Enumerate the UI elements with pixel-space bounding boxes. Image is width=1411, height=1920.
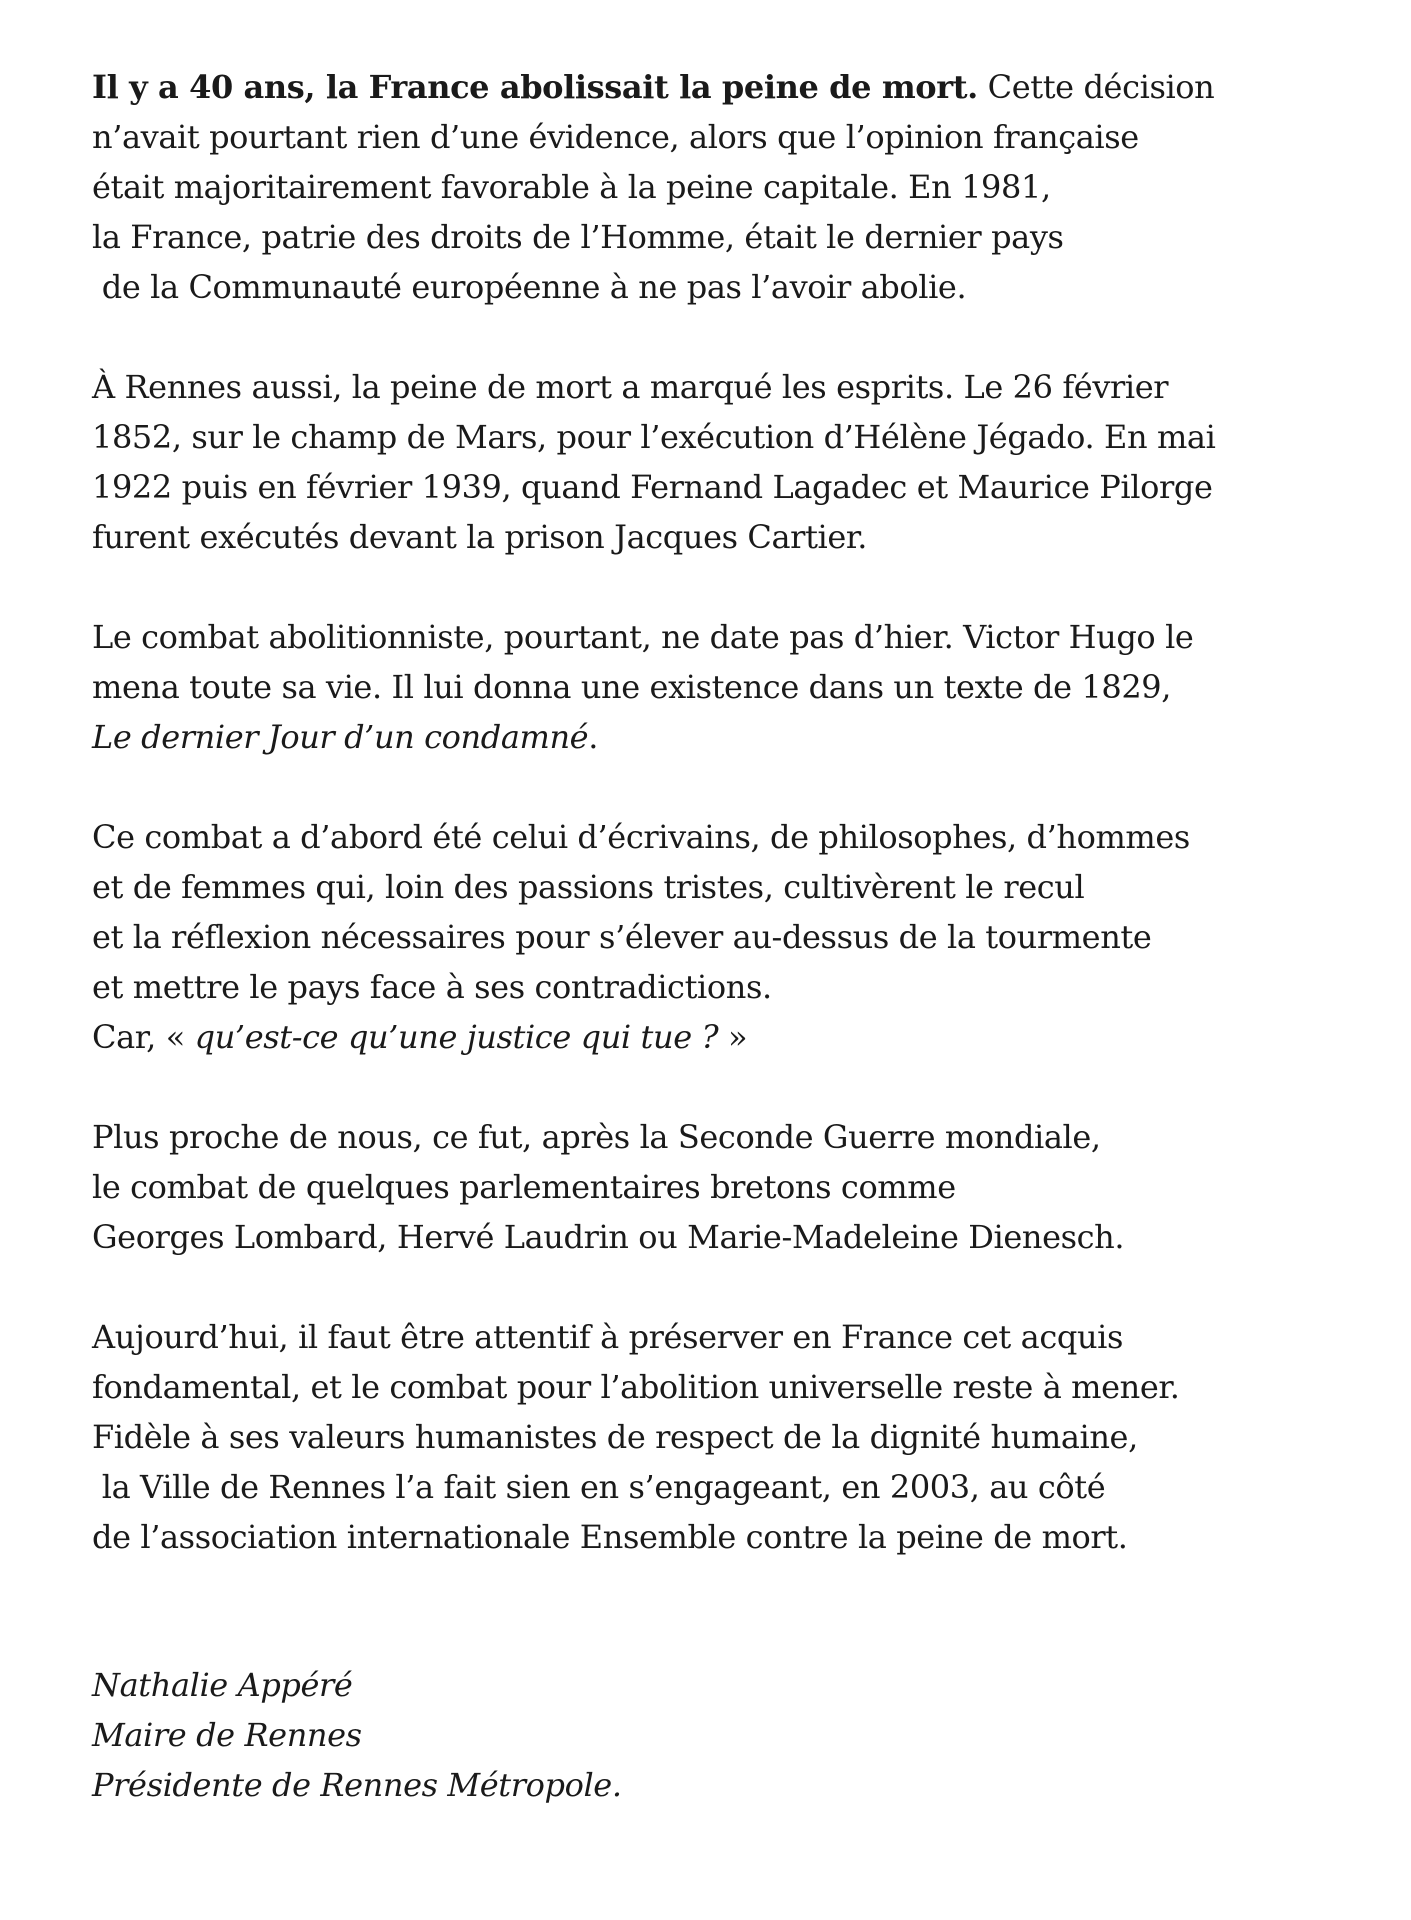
text-fragment: » — [718, 1018, 748, 1056]
text-line: mena toute sa vie. Il lui donna une existence dans un texte de 1829, — [92, 668, 1172, 706]
book-title: Le dernier Jour d’un condamné — [92, 718, 589, 756]
signatory-title: Maire de Rennes — [92, 1716, 362, 1754]
text-line: la France, patrie des droits de l’Homme, était le dernier pays — [92, 218, 1064, 256]
paragraph-parliamentarians — [92, 1112, 1352, 1262]
text-line: À Rennes aussi, la peine de mort a marqué les esprits. Le 26 février — [92, 368, 1169, 406]
quote-text: qu’est-ce qu’une justice qui tue ? — [194, 1018, 719, 1056]
signatory-name: Nathalie Appéré — [92, 1666, 353, 1704]
document-page — [92, 62, 1352, 1810]
text-line: Le combat abolitionniste, pourtant, ne date pas d’hier. Victor Hugo le — [92, 618, 1194, 656]
text-line — [92, 712, 1352, 762]
text-line: de l’association internationale Ensemble contre la peine de mort. — [92, 1518, 1128, 1556]
signature-block — [92, 1660, 1352, 1810]
paragraph-rennes — [92, 362, 1352, 562]
text-line: 1852, sur le champ de Mars, pour l’exécution d’Hélène Jégado. En mai — [92, 418, 1216, 456]
paragraph-today — [92, 1312, 1352, 1562]
text-line: et la réflexion nécessaires pour s’élever au-dessus de la tourmente — [92, 918, 1152, 956]
text-line: Aujourd’hui, il faut être attentif à préserver en France cet acquis — [92, 1318, 1124, 1356]
text-line: n’avait pourtant rien d’une évidence, alors que l’opinion française — [92, 118, 1139, 156]
text-line: Ce combat a d’abord été celui d’écrivains, de philosophes, d’hommes — [92, 818, 1190, 856]
paragraph-writers — [92, 812, 1352, 1062]
text-fragment: . — [588, 718, 598, 756]
text-line — [92, 62, 1352, 112]
text-fragment: Car, « — [92, 1018, 195, 1056]
text-line: fondamental, et le combat pour l’abolition universelle reste à mener. — [92, 1368, 1180, 1406]
text-line: Plus proche de nous, ce fut, après la Seconde Guerre mondiale, — [92, 1118, 1101, 1156]
bold-lead-sentence: Il y a 40 ans, la France abolissait la peine de mort. — [92, 68, 978, 106]
text-line — [92, 1012, 1352, 1062]
paragraph-hugo — [92, 612, 1352, 762]
paragraph-intro — [92, 62, 1352, 312]
text-line: et de femmes qui, loin des passions tristes, cultivèrent le recul — [92, 868, 1085, 906]
text-line: furent exécutés devant la prison Jacques Cartier. — [92, 518, 868, 556]
text-line: de la Communauté européenne à ne pas l’avoir abolie. — [92, 268, 967, 306]
text-line: Fidèle à ses valeurs humanistes de respect de la dignité humaine, — [92, 1418, 1138, 1456]
text-line: Georges Lombard, Hervé Laudrin ou Marie-Madeleine Dienesch. — [92, 1218, 1125, 1256]
text-line: était majoritairement favorable à la peine capitale. En 1981, — [92, 168, 1051, 206]
text-line: et mettre le pays face à ses contradictions. — [92, 968, 772, 1006]
text-line: 1922 puis en février 1939, quand Fernand Lagadec et Maurice Pilorge — [92, 468, 1213, 506]
text-line: la Ville de Rennes l’a fait sien en s’engageant, en 2003, au côté — [92, 1468, 1106, 1506]
text-fragment: Cette décision — [977, 68, 1215, 106]
signatory-title: Présidente de Rennes Métropole. — [92, 1766, 622, 1804]
text-line: le combat de quelques parlementaires bretons comme — [92, 1168, 956, 1206]
